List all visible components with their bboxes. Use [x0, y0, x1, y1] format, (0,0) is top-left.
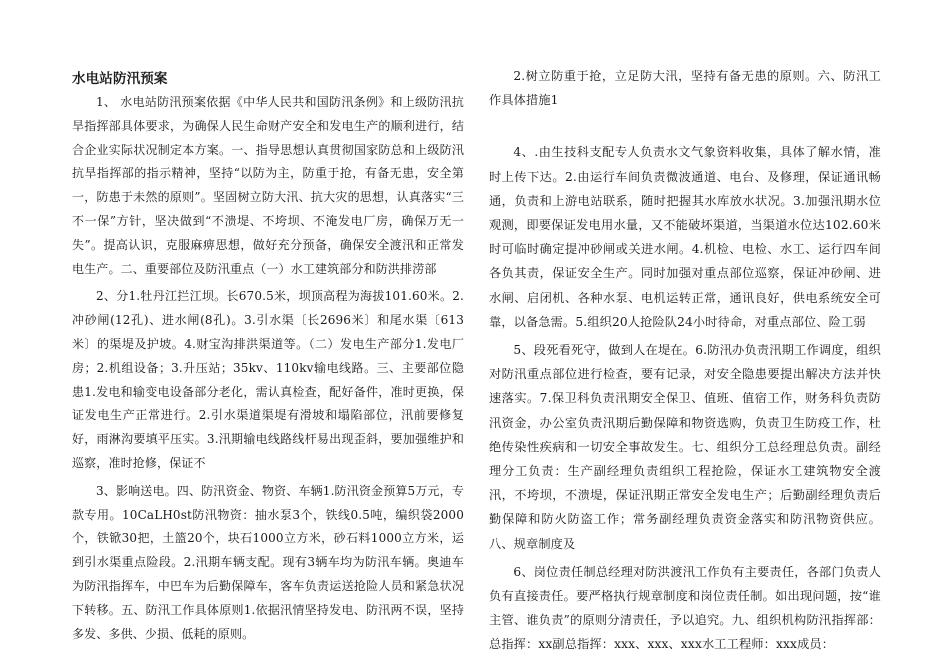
- paragraph-6: 6、岗位责任制总经理对防洪渡汛工作负有主要责任，各部门负责人负有直接责任。要严格执行规章制度和岗位责任制。如出现问题，按“谁主管、谁负责”的原则分清责任，予以追究。九、组织机构防汛指挥部：总指挥：xx副总指挥：xxx、xxx、xxx水工工程师：xxx成员：: [489, 564, 881, 652]
- paragraph-2: 2、分1.牡丹江拦江坝。长670.5米，坝顶高程为海拔101.60米。2.冲砂闸(12孔)、进水闸(8孔)。3.引水渠〔长2696米〕和尾水渠〔613米〕的渠堤及护坡。4.财宝沟排洪渠道等。（二）发电生产部分1.发电厂房；2.机组设备；3.升压站；35kv、110kv输电线路。三、主要部位隐患1.发电和输变电设备部分老化，需认真检查，配好备件，准时更换，保证发电生产正常进行。2.引水渠道渠堤有滑坡和塌陷部位，汛前要修复好，雨淋沟要填平压实。3.汛期输电线路线杆易出现歪斜，要加强维护和巡察，准时抢修，保证不: [72, 289, 464, 470]
- paragraph-gap: [489, 116, 881, 140]
- document-title: 水电站防汛预案: [72, 71, 168, 87]
- paragraph-3-continued: 2.树立防重于抢，立足防大汛，坚持有备无患的原则。六、防汛工作具体措施1: [489, 69, 881, 108]
- right-column: [489, 64, 881, 661]
- paragraph-1: 1、 水电站防汛预案依据《中华人民共和国防汛条例》和上级防汛抗旱指挥部具体要求，为确保人民生命财产安全和发电生产的顺利进行，结合企业实际状况制定本方案。一、指导思想认真贯彻国家防总和上级防汛抗旱指挥部的指示精神，坚持“以防为主，防重于抢，有备无患，安全第一，防患于未然的原则”。坚固树立防大汛、抗大灾的思想，认真落实“三不一保”方针，坚决做到“不溃堤、不垮坝、不淹发电厂房，确保万无一失”。提高认识，克服麻痹思想，做好充分预备，确保安全渡汛和正常发电生产。二、重要部位及防汛重点（一）水工建筑部分和防洪排涝部: [72, 95, 464, 276]
- paragraph-3: 3、影响送电。四、防汛资金、物资、车辆1.防汛资金预算5万元，专款专用。10CaLH0st防汛物资：抽水泵3个，铁线0.5吨，编织袋2000个，铁锨30把，土篮20个，块石1000立方米，砂石料1000立方米，运到引水渠重点险段。2.汛期车辆支配。现有3辆车均为防汛车辆。奥迪车为防汛指挥车，中巴车为后勤保障车，客车负责运送抢险人员和紧急状况下转移。五、防汛工作具体原则1.依据汛情坚持发电、防汛两不误，坚持多发、多供、少损、低耗的原则。: [72, 483, 464, 641]
- paragraph-4: 4、.由生技科支配专人负责水文气象资料收集，具体了解水情，准时上传下达。2.由运行车间负责微波通道、电台、及修理，保证通讯畅通，负责和上游电站联系，随时把握其水库放水状况。3.加强汛期水位观测，即要保证发电用水量，又不能破坏渠道，当渠道水位达102.60米时可临时确定提冲砂闸或关进水闸。4.机检、电检、水工、运行四车间各负其责，保证安全生产。同时加强对重点部位巡察，保证冲砂闸、进水闸、启闭机、各种水泵、电机运转正常，通讯良好，供电系统安全可靠，以备急需。5.组织20人抢险队24小时待命，对重点部位、险工弱: [489, 145, 881, 329]
- paragraph-5: 5、段死看死守，做到人在堤在。6.防汛办负责汛期工作调度，组织对防汛重点部位进行检查，要有记录，对安全隐患要提出解决方法并快速落实。7.保卫科负责汛期安全保卫、值班、值宿工作，财务科负责防汛资金，办公室负责汛期后勤保障和物资选购，负责卫生防疫工作，杜绝传染性疾病和一切安全事故发生。七、组织分工总经理总负责。副经理分工负责：生产副经理负责组织工程抢险，保证水工建筑物安全渡汛，不垮坝，不溃堤，保证汛期正常安全发电生产；后勤副经理负责后勤保障和防火防盗工作；常务副经理负责资金落实和防汛物资供应。八、规章制度及: [489, 343, 881, 551]
- left-column: [72, 64, 464, 650]
